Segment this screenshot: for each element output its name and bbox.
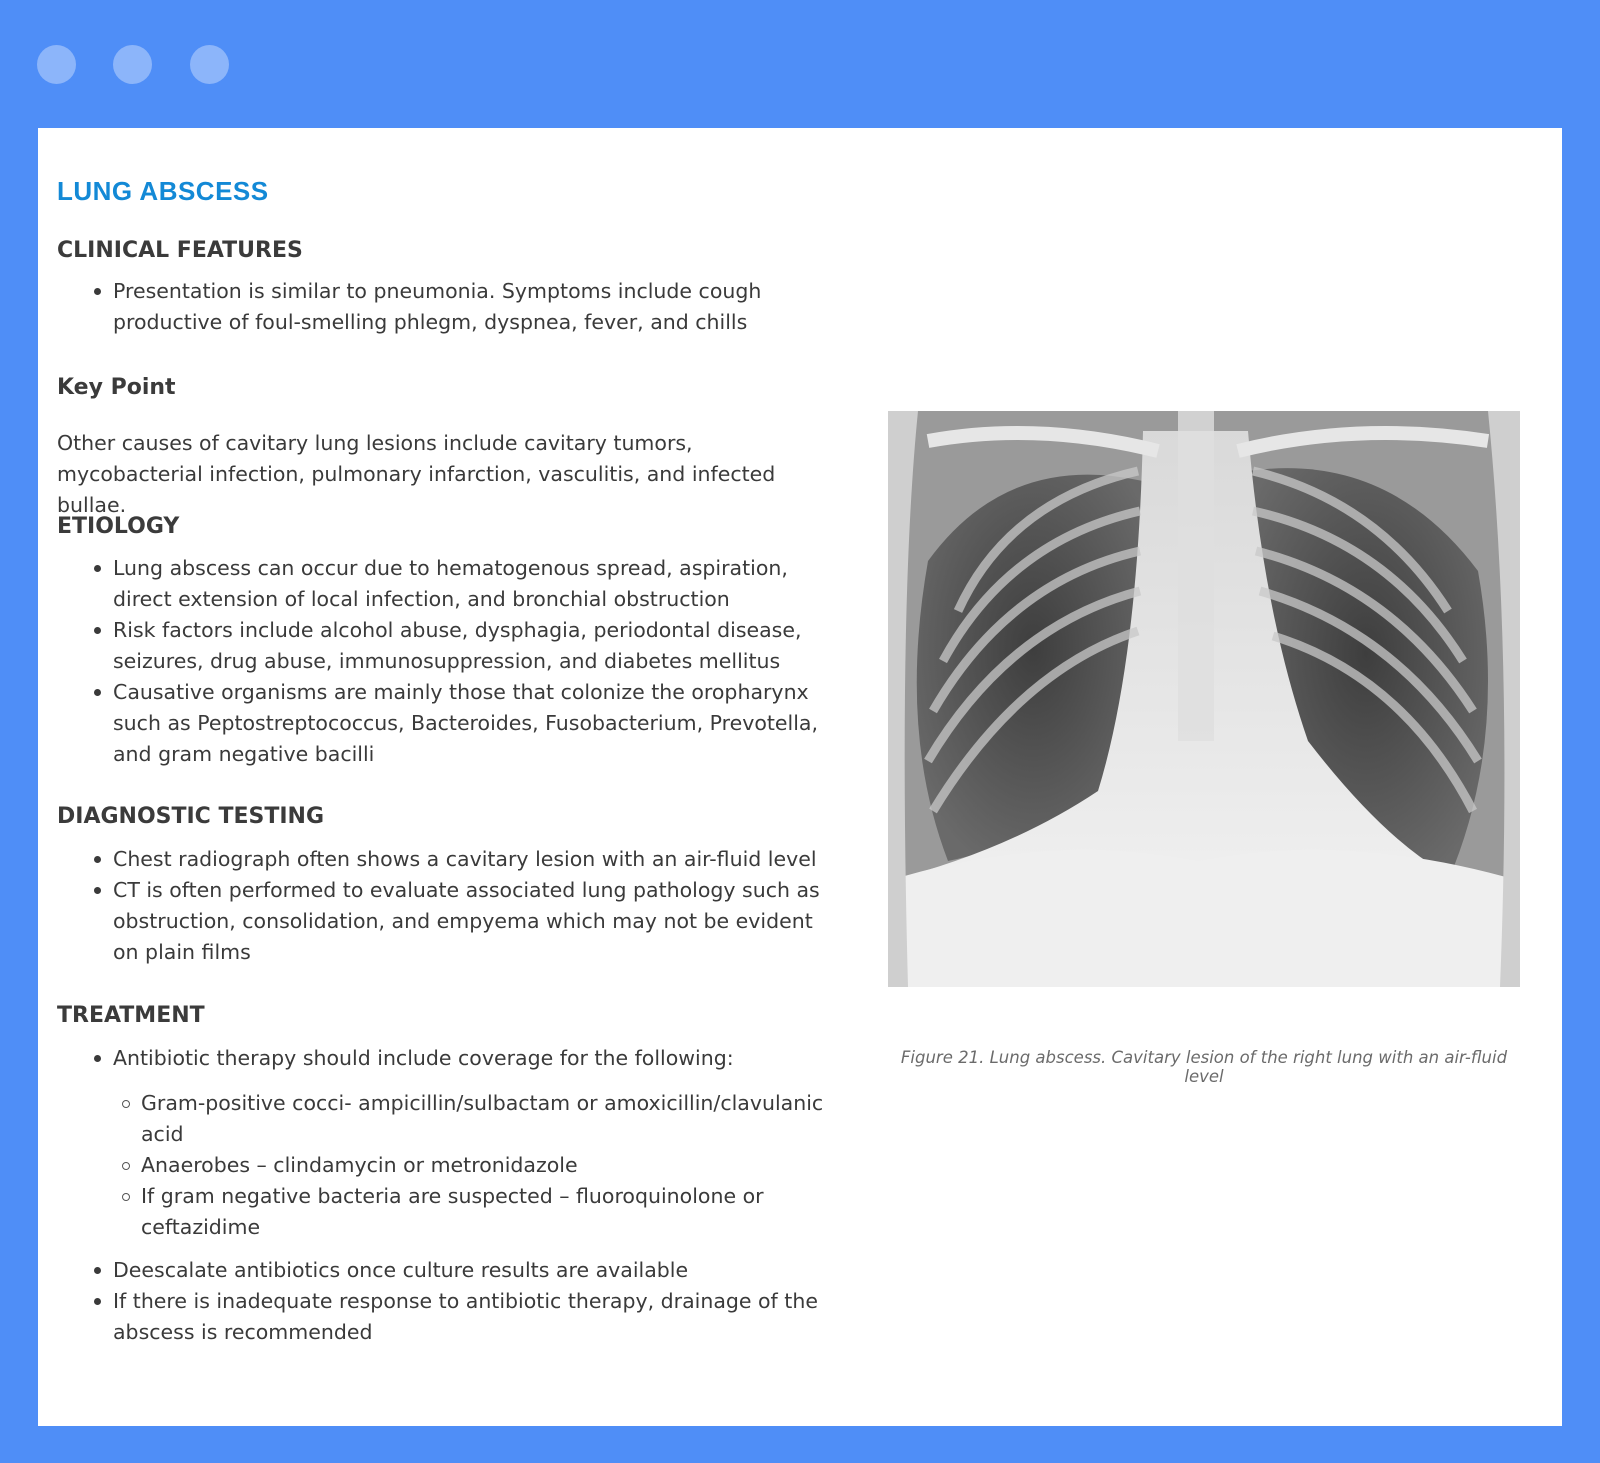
chest-xray-image xyxy=(888,411,1520,987)
key-point-heading: Key Point xyxy=(57,375,176,400)
bullet-icon xyxy=(94,565,101,572)
list-item: Deescalate antibiotics once culture results are available xyxy=(57,1255,837,1286)
clinical-features-heading: CLINICAL FEATURES xyxy=(57,238,303,263)
list-item: Chest radiograph often shows a cavitary lesion with an air-fluid level xyxy=(57,844,837,875)
bullet-icon xyxy=(94,1267,101,1274)
list-item: CT is often performed to evaluate associated lung pathology such as obstruction, consolidation, and empyema which may not be evident on plain films xyxy=(57,875,837,968)
window-minimize-button[interactable] xyxy=(113,45,152,84)
circle-bullet-icon xyxy=(122,1193,130,1201)
document-page xyxy=(38,128,1562,1426)
diagnostic-testing-list xyxy=(57,844,837,968)
list-item: Antibiotic therapy should include coverage for the following: xyxy=(57,1043,837,1074)
circle-bullet-icon xyxy=(122,1162,130,1170)
list-item: Risk factors include alcohol abuse, dysphagia, periodontal disease, seizures, drug abuse, immunosuppression, and diabetes mellitus xyxy=(57,615,837,677)
list-item: Lung abscess can occur due to hematogenous spread, aspiration, direct extension of local infection, and bronchial obstruction xyxy=(57,553,837,615)
bullet-icon xyxy=(94,856,101,863)
window-maximize-button[interactable] xyxy=(190,45,229,84)
treatment-sublist xyxy=(57,1088,837,1243)
bullet-icon xyxy=(94,1055,101,1062)
circle-bullet-icon xyxy=(122,1100,130,1108)
treatment-list xyxy=(57,1043,837,1086)
list-item: Causative organisms are mainly those that colonize the oropharynx such as Peptostreptococcus, Bacteroides, Fusobacterium, Prevotella, and gram negative bacilli xyxy=(57,677,837,770)
list-item: Anaerobes – clindamycin or metronidazole xyxy=(57,1150,837,1181)
list-item: If there is inadequate response to antibiotic therapy, drainage of the abscess is recommended xyxy=(57,1286,837,1348)
list-item: If gram negative bacteria are suspected – fluoroquinolone or ceftazidime xyxy=(57,1181,837,1243)
window-close-button[interactable] xyxy=(37,45,76,84)
diagnostic-testing-heading: DIAGNOSTIC TESTING xyxy=(57,804,325,829)
list-item: Gram-positive cocci- ampicillin/sulbactam or amoxicillin/clavulanic acid xyxy=(57,1088,837,1150)
bullet-icon xyxy=(94,1298,101,1305)
bullet-icon xyxy=(94,689,101,696)
bullet-icon xyxy=(94,288,101,295)
figure-caption: Figure 21. Lung abscess. Cavitary lesion of the right lung with an air-fluid level xyxy=(900,1048,1508,1086)
window-titlebar xyxy=(0,0,1600,128)
bullet-icon xyxy=(94,887,101,894)
clinical-features-list xyxy=(57,276,837,338)
key-point-text: Other causes of cavitary lung lesions include cavitary tumors, mycobacterial infection, pulmonary infarction, vasculitis, and infected bullae. xyxy=(57,431,776,517)
list-item: Presentation is similar to pneumonia. Symptoms include cough productive of foul-smelling phlegm, dyspnea, fever, and chills xyxy=(57,276,837,338)
etiology-heading: ETIOLOGY xyxy=(57,514,180,539)
treatment-heading: TREATMENT xyxy=(57,1003,205,1028)
page-title: LUNG ABSCESS xyxy=(57,176,269,206)
bullet-icon xyxy=(94,627,101,634)
etiology-list xyxy=(57,553,837,770)
treatment-list-continued xyxy=(57,1255,837,1348)
